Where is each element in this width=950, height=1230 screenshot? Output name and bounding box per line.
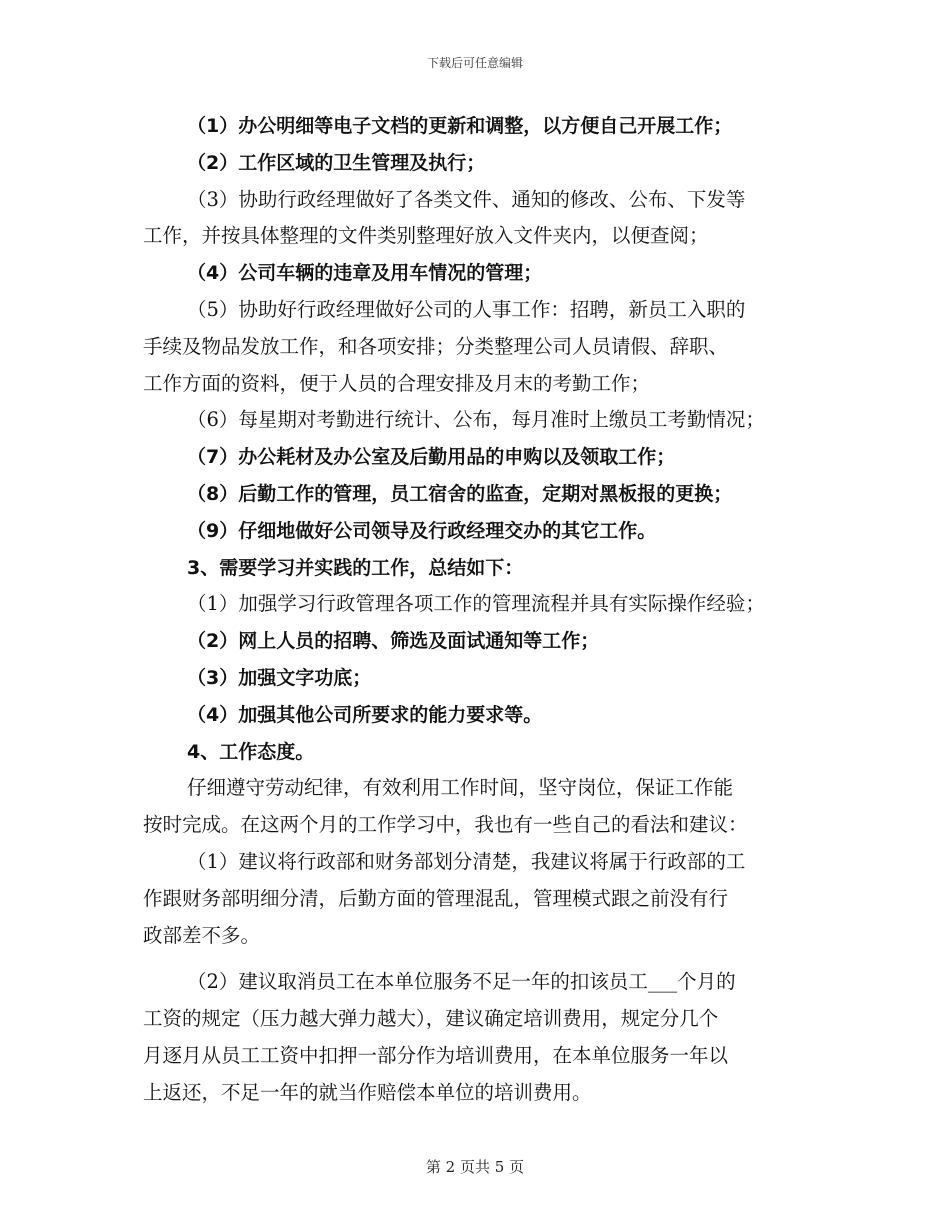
document-body: [143, 108, 823, 1112]
text-line: （6）每星期对考勤进行统计、公布，每月准时上缴员工考勤情况；: [187, 408, 765, 432]
paragraph-gap: [143, 954, 823, 964]
text-line: （3）协助行政经理做好了各类文件、通知的修改、公布、下发等: [187, 187, 746, 211]
text-line: （1）办公明细等电子文档的更新和调整，以方便自己开展工作；: [187, 115, 733, 137]
text-line: （2）网上人员的招聘、筛选及面试通知等工作；: [187, 630, 600, 653]
text-line: （5）协助好行政经理做好公司的人事工作：招聘，新员工入职的: [187, 297, 746, 321]
page-footer: 第 2 页共 5 页: [425, 1158, 525, 1176]
text-line: 工作，并按具体整理的文件类别整理好放入文件夹内，以便查阅；: [143, 224, 709, 248]
text-line: 3、需要学习并实践的工作，总结如下：: [187, 556, 524, 579]
text-line: （7）办公耗材及办公室及后勤用品的申购以及领取工作；: [187, 446, 676, 469]
text-line: 作跟财务部明细分清，后勤方面的管理混乱，管理模式跟之前没有行: [143, 886, 729, 910]
text-line: 手续及物品发放工作，和各项安排；分类整理公司人员请假、辞职、: [143, 334, 729, 358]
text-line: 月逐月从员工工资中扣押一部分作为培训费用，在本单位服务一年以: [143, 1043, 729, 1067]
text-line: 政部差不多。: [143, 923, 261, 947]
text-line: 上返还，不足一年的就当作赔偿本单位的培训费用。: [143, 1080, 592, 1104]
text-line: （1）建议将行政部和财务部划分清楚，我建议将属于行政部的工: [187, 849, 746, 873]
text-line: （9）仔细地做好公司领导及行政经理交办的其它工作。: [187, 519, 657, 542]
text-line: （8）后勤工作的管理，员工宿舍的监查，定期对黑板报的更换；: [187, 482, 733, 505]
text-line: （2）建议取消员工在本单位服务不足一年的扣该员工___个月的: [187, 970, 736, 994]
text-line: （1）加强学习行政管理各项工作的管理流程并具有实际操作经验；: [187, 592, 765, 616]
text-line: 4、工作态度。: [187, 740, 315, 763]
text-line: （3）加强文字功底；: [187, 666, 372, 689]
page-header: 下载后可任意编辑: [426, 56, 523, 70]
text-line: 仔细遵守劳动纪律，有效利用工作时间，坚守岗位，保证工作能: [187, 776, 734, 800]
text-line: （2）工作区域的卫生管理及执行；: [187, 151, 486, 174]
text-line: 工作方面的资料，便于人员的合理安排及月末的考勤工作；: [143, 371, 651, 395]
text-line: （4）加强其他公司所要求的能力要求等。: [187, 703, 543, 726]
text-line: 工资的规定（压力越大弹力越大），建议确定培训费用，规定分几个: [143, 1007, 719, 1031]
text-line: 按时完成。在这两个月的工作学习中，我也有一些自己的看法和建议：: [143, 813, 748, 837]
text-line: （4）公司车辆的违章及用车情况的管理；: [187, 262, 543, 285]
